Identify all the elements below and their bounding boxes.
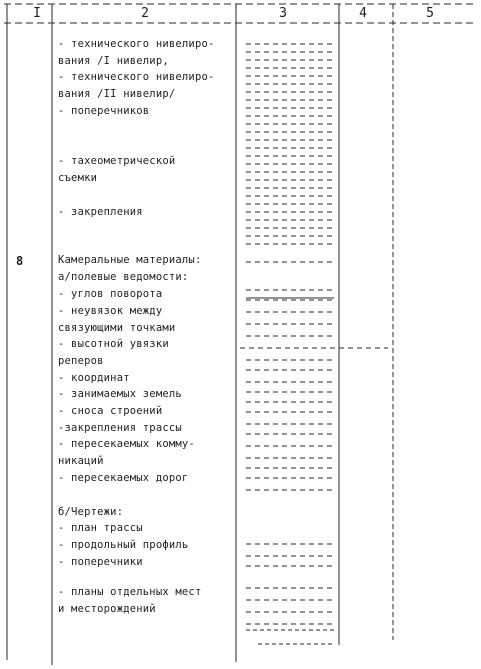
text-line: вания /II нивелир/ — [58, 88, 176, 100]
text-line: Камеральные материалы: — [58, 254, 202, 266]
text-line: - план трассы — [58, 522, 143, 534]
column-header-4: 4 — [359, 6, 367, 21]
text-line: а/полевые ведомости: — [58, 271, 189, 283]
text-line: никаций — [58, 455, 104, 467]
text-line: - поперечников — [58, 105, 150, 117]
text-line: - углов поворота — [58, 288, 163, 300]
text-line: - технического нивелиро- — [58, 71, 215, 83]
text-line: - сноса строений — [58, 405, 163, 417]
text-line: съемки — [58, 172, 98, 184]
text-line: - неувязок между — [58, 305, 163, 317]
column-header-3: 3 — [279, 6, 287, 21]
column-header-2: 2 — [141, 6, 149, 21]
text-line: - закрепления — [58, 206, 143, 218]
text-line: связующими точками — [58, 322, 176, 334]
text-line: - занимаемых земель — [58, 388, 182, 400]
text-line: - высотной увязки — [58, 338, 169, 350]
text-line: - пересекаемых дорог — [58, 472, 189, 484]
column-header-5: 5 — [426, 6, 434, 21]
text-line: - координат — [58, 372, 130, 384]
text-line: - поперечники — [58, 556, 143, 568]
text-line: - пересекаемых комму- — [58, 438, 195, 450]
text-line: - технического нивелиро- — [58, 38, 215, 50]
text-line: вания /I нивелир, — [58, 55, 169, 67]
text-line: -закрепления трассы — [58, 422, 182, 434]
column-header-1: I — [33, 6, 41, 21]
row-number: 8 — [16, 254, 24, 268]
text-line: - продольный профиль — [58, 539, 189, 551]
text-line: б/Чертежи: — [58, 506, 124, 518]
text-line: - планы отдельных мест — [58, 586, 202, 598]
text-line: и месторождений — [58, 603, 156, 615]
text-line: - тахеометрической — [58, 155, 176, 167]
text-line: реперов — [58, 355, 104, 367]
